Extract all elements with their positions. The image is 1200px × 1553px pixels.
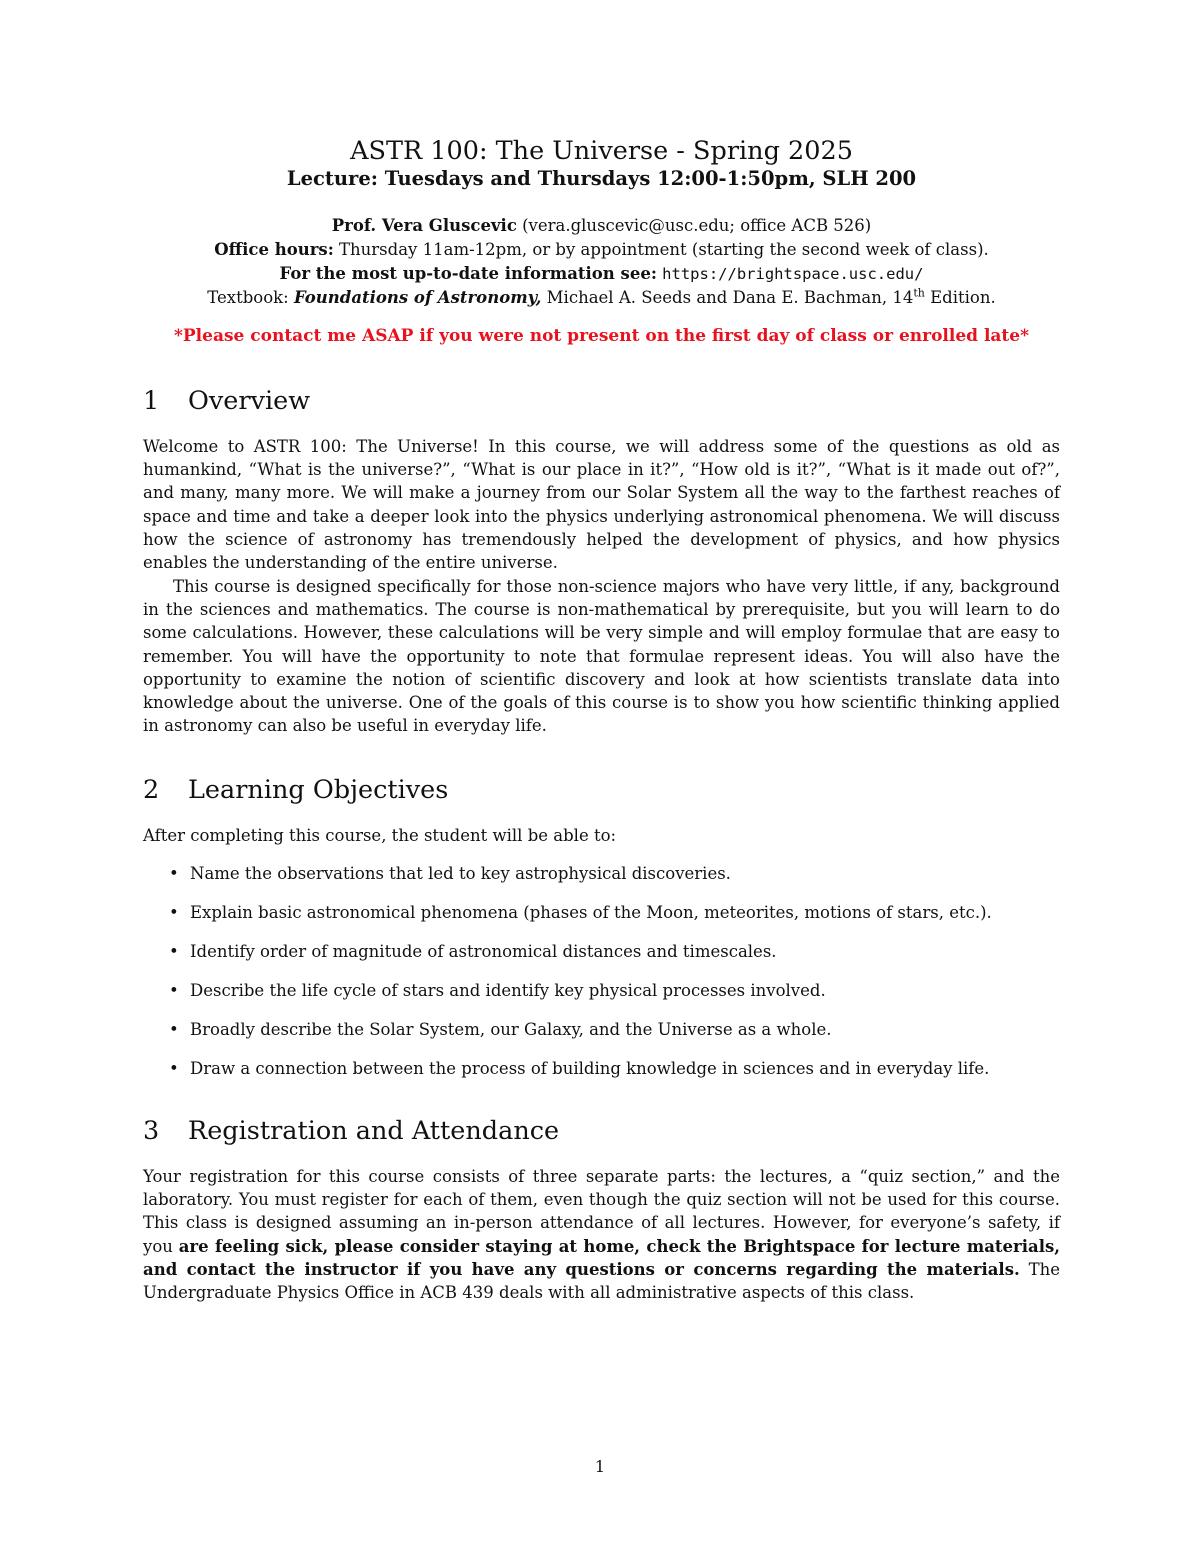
list-item: • Broadly describe the Solar System, our Galaxy, and the Universe as a whole. xyxy=(169,1020,832,1039)
registration-text-bold: are feeling sick, please consider staying at home, check the Brightspace for lecture materials, and contact the instructor if you have any questions or concerns regarding the materials. xyxy=(143,1236,1060,1279)
objectives-list xyxy=(143,862,1060,1096)
overview-paragraph-1: Welcome to ASTR 100: The Universe! In this course, we will address some of the questions as old as humankind, “What is the universe?”, “What is our place in it?”, “How old is it?”, “What is it made out of?”, and many, many more. We will make a journey from our Solar System all the way to the farthest reaches of space and time and take a deeper look into the physics underlying astronomical phenomena. We will discuss how the science of astronomy has tremendously helped the development of physics, and how physics enables the understanding of the entire universe. xyxy=(143,437,1060,573)
office-hours-line xyxy=(143,238,1060,262)
overview-paragraph-2 xyxy=(143,575,1060,737)
section-number: 3 xyxy=(143,1116,160,1146)
course-title: ASTR 100: The Universe - Spring 2025 xyxy=(350,136,853,166)
list-item: • Explain basic astronomical phenomena (phases of the Moon, meteorites, motions of stars, etc.). xyxy=(169,903,992,922)
office-hours-text: Thursday 11am-12pm, or by appointment (starting the second week of class). xyxy=(333,240,989,259)
list-item: • Draw a connection between the process of building knowledge in sciences and in everyday life. xyxy=(169,1059,990,1078)
textbook-edition-sup: th xyxy=(913,286,925,300)
registration-paragraph xyxy=(143,1165,1060,1304)
section-title: Learning Objectives xyxy=(188,775,449,805)
section-number: 2 xyxy=(143,775,160,805)
list-item: • Describe the life cycle of stars and identify key physical processes involved. xyxy=(169,981,826,1000)
objectives-intro: After completing this course, the student will be able to: xyxy=(143,826,617,845)
office-hours-label: Office hours: xyxy=(214,240,334,259)
section-registration-heading xyxy=(143,1116,559,1146)
info-line xyxy=(143,262,1060,286)
lecture-schedule: Lecture: Tuesdays and Thursdays 12:00-1:50pm, SLH 200 xyxy=(286,167,917,190)
section-title: Overview xyxy=(188,386,311,416)
textbook-authors: Michael A. Seeds and Dana E. Bachman, 14 xyxy=(541,288,914,307)
instructor-line xyxy=(143,214,1060,238)
textbook-line xyxy=(143,286,1060,310)
contact-notice: *Please contact me ASAP if you were not present on the first day of class or enrolled late* xyxy=(174,326,1029,346)
section-objectives-heading xyxy=(143,775,448,805)
registration-text-end: The Undergraduate Physics Office in ACB 439 deals with all administrative aspects of this class. xyxy=(143,1259,1060,1303)
registration-text-start: Your registration for this course consists of three separate parts: the lectures, a “quiz section,” and the laboratory. You must register for each of them, even though the quiz section will not be used for this course. This class is designed assuming an in-person attendance of all lectures. However, for everyone’s safety, if you xyxy=(143,1167,1060,1256)
list-item: • Name the observations that led to key astrophysical discoveries. xyxy=(169,864,731,883)
brightspace-link[interactable]: https://brightspace.usc.edu/ xyxy=(662,265,924,283)
list-item: • Identify order of magnitude of astronomical distances and timescales. xyxy=(169,942,777,961)
page-number: 1 xyxy=(594,1457,606,1476)
info-label: For the most up-to-date information see: xyxy=(279,264,657,283)
textbook-label: Textbook: xyxy=(207,288,294,307)
section-title: Registration and Attendance xyxy=(188,1116,560,1146)
overview-paragraph-2-text: This course is designed specifically for those non-science majors who have very little, if any, background in the sciences and mathematics. The course is non-mathematical by prerequisite, but you will learn to do some calculations. However, these calculations will be very simple and will employ formulae that are easy to remember. You will have the opportunity to note that formulae represent ideas. You will also have the opportunity to examine the notion of scientific discovery and look at how scientists translate data into knowledge about the universe. One of the goals of this course is to show you how scientific thinking applied in astronomy can also be useful in everyday life. xyxy=(143,577,1060,736)
textbook-edition: Edition. xyxy=(924,288,996,307)
section-number: 1 xyxy=(143,386,160,416)
instructor-name: Prof. Vera Gluscevic xyxy=(331,216,517,235)
textbook-title: Foundations of Astronomy, xyxy=(293,288,542,307)
section-overview-heading xyxy=(143,386,310,416)
instructor-contact: (vera.gluscevic@usc.edu; office ACB 526) xyxy=(516,216,872,235)
